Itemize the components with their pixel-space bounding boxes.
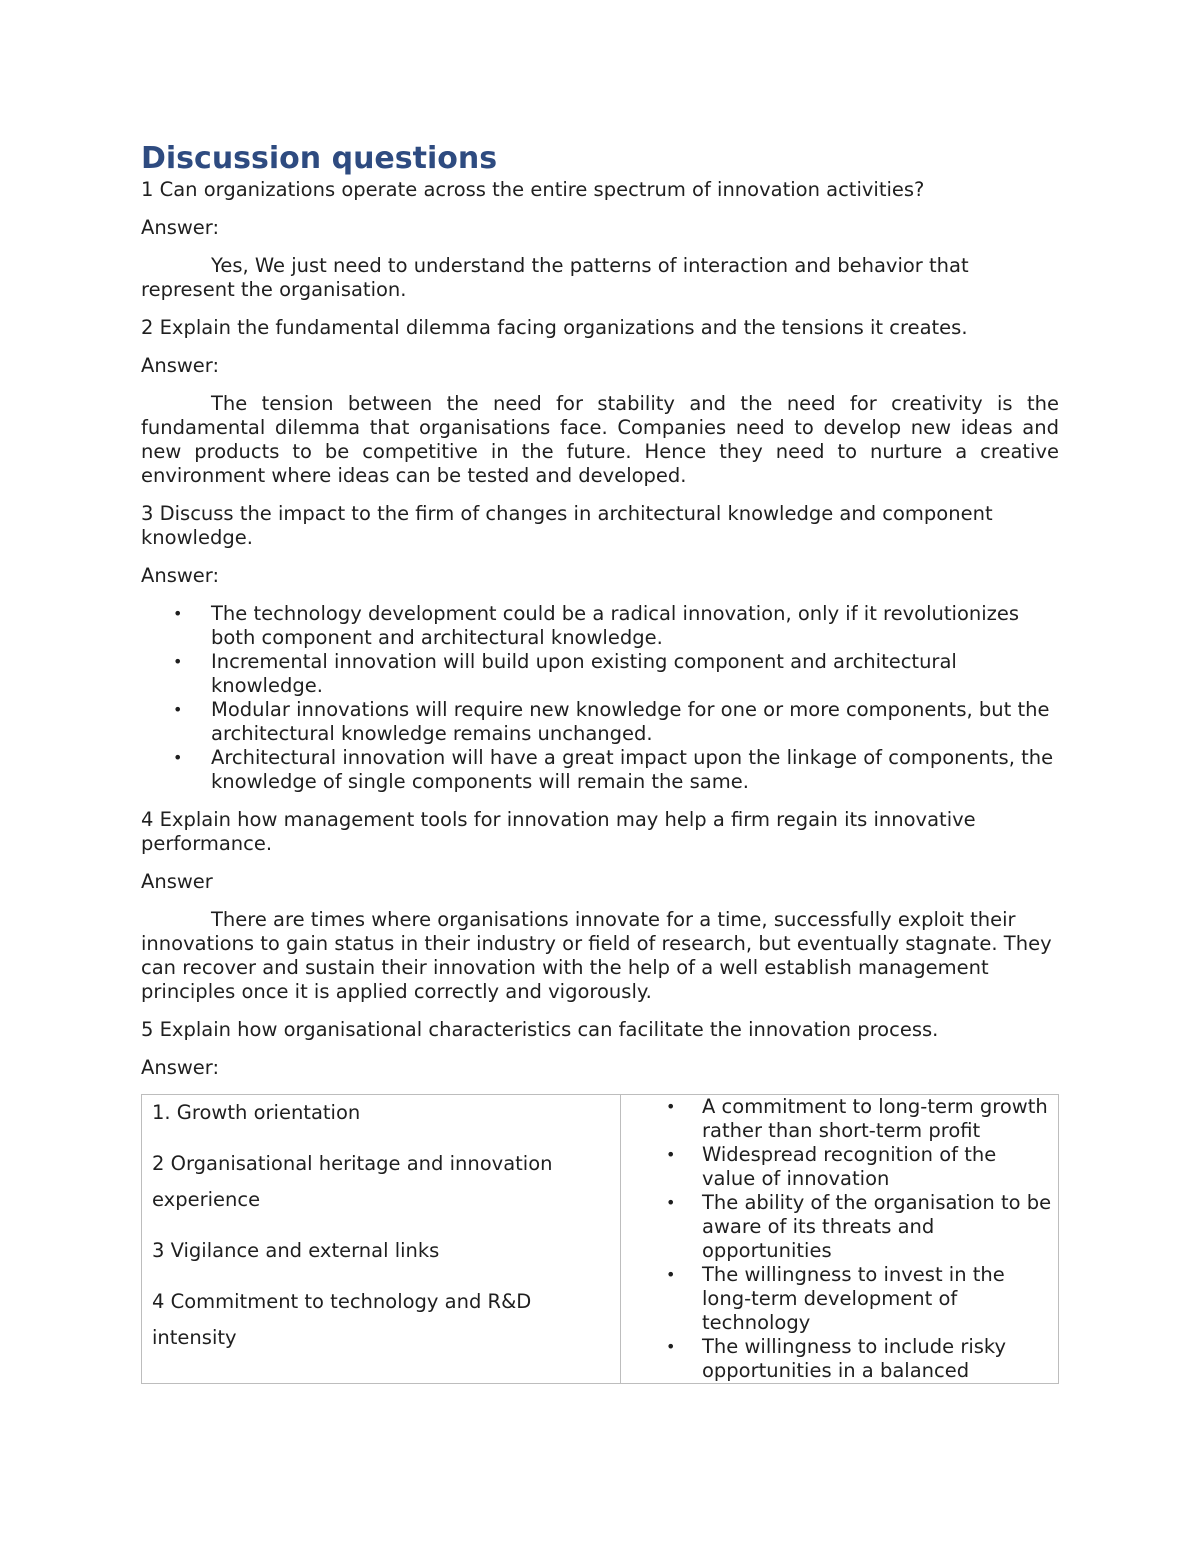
answer-1: Yes, We just need to understand the patterns of interaction and behavior that represent the organisation. (141, 254, 969, 301)
document-page (141, 140, 1059, 1384)
characteristic-item: 2 Organisational heritage and innovation experience (152, 1152, 553, 1211)
answer-2: The tension between the need for stability and the need for creativity is the fundamental dilemma that organisations face. Companies need to develop new ideas and new products to be competitive in the future. Hence they need to nurture a creative environment where ideas can be tested and developed. (141, 392, 1059, 487)
list-item: • The ability of the organisation to be aware of its threats and opportunities (666, 1191, 1052, 1262)
answer-3-list (141, 602, 1059, 794)
list-item: • The willingness to include risky opportunities in a balanced (666, 1335, 1007, 1382)
bullet-icon: • (666, 1097, 676, 1116)
list-item: • Architectural innovation will have a great impact upon the linkage of components, the knowledge of single components will remain the same. (173, 746, 1054, 793)
list-item: • Incremental innovation will build upon existing component and architectural knowledge. (173, 650, 957, 697)
question-4: 4 Explain how management tools for innovation may help a firm regain its innovative performance. (141, 808, 976, 855)
bullet-icon: • (666, 1337, 676, 1356)
list-item: • Widespread recognition of the value of innovation (666, 1143, 997, 1190)
list-item: • The technology development could be a radical innovation, only if it revolutionizes both component and architectural knowledge. (173, 602, 1020, 649)
bullet-icon: • (173, 700, 183, 719)
answer-label-2: Answer: (141, 354, 220, 377)
question-5: 5 Explain how organisational characteristics can facilitate the innovation process. (141, 1018, 939, 1041)
list-item: • A commitment to long-term growth rather than short-term profit (666, 1095, 1048, 1142)
table-row (142, 1095, 1059, 1384)
page-title: Discussion questions (141, 141, 498, 176)
bullet-icon: • (666, 1193, 676, 1212)
bullet-icon: • (173, 604, 183, 623)
characteristics-column (142, 1095, 621, 1384)
bullet-icon: • (173, 652, 183, 671)
answer-4: There are times where organisations innovate for a time, successfully exploit their innovations to gain status in their industry or field of research, but eventually stagnate. They can recover and sustain their innovation with the help of a well establish management principles once it is applied correctly and vigorously. (141, 908, 1052, 1003)
answer-label-5: Answer: (141, 1056, 220, 1079)
bullet-icon: • (173, 748, 183, 767)
descriptions-column (621, 1095, 1059, 1384)
answer-label-4: Answer (141, 870, 213, 893)
characteristic-item: 4 Commitment to technology and R&D intensity (152, 1290, 532, 1349)
bullet-icon: • (666, 1145, 676, 1164)
list-item: • The willingness to invest in the long-term development of technology (666, 1263, 1005, 1334)
question-1: 1 Can organizations operate across the entire spectrum of innovation activities? (141, 178, 925, 201)
answer-label-1: Answer: (141, 216, 220, 239)
question-2: 2 Explain the fundamental dilemma facing organizations and the tensions it creates. (141, 316, 968, 339)
bullet-icon: • (666, 1265, 676, 1284)
list-item: • Modular innovations will require new knowledge for one or more components, but the architectural knowledge remains unchanged. (173, 698, 1050, 745)
descriptions-list (621, 1095, 1058, 1383)
characteristic-item: 1. Growth orientation (152, 1101, 361, 1124)
characteristics-table (141, 1094, 1059, 1384)
characteristic-item: 3 Vigilance and external links (152, 1239, 440, 1262)
answer-label-3: Answer: (141, 564, 220, 587)
question-3: 3 Discuss the impact to the firm of changes in architectural knowledge and component knowledge. (141, 502, 993, 549)
